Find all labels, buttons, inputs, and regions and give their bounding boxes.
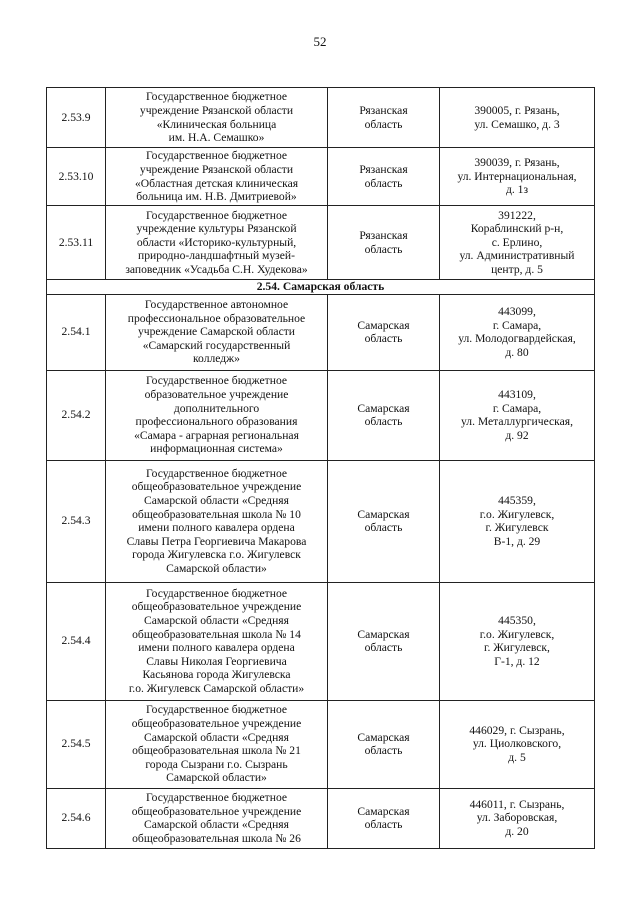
institution-name-line: общеобразовательная школа № 10 — [132, 507, 301, 521]
row-number-cell: 2.54.4 — [47, 582, 106, 700]
address-line: д. 92 — [505, 428, 529, 442]
row-number-cell: 2.54.2 — [47, 370, 106, 460]
address-line: ул. Циолковского, — [472, 737, 562, 751]
region-cell — [328, 206, 440, 280]
region-line: область — [364, 521, 403, 535]
address-line: г. Жигулевск — [485, 521, 549, 535]
address-line: г.о. Жигулевск, — [479, 507, 555, 521]
row-number-cell: 2.54.3 — [47, 460, 106, 582]
institution-name-cell — [106, 294, 328, 370]
row-number-cell: 2.54.1 — [47, 294, 106, 370]
institution-name-line: общеобразовательная школа № 21 — [132, 744, 301, 758]
institution-name-line: города Сызрани г.о. Сызрань — [145, 757, 288, 771]
address-line: д. 5 — [508, 750, 526, 764]
address-line: 391222, — [498, 208, 536, 222]
address-cell — [440, 294, 595, 370]
institution-name-line: Самарской области «Средняя — [144, 818, 289, 832]
address-cell — [440, 206, 595, 280]
region-cell — [328, 788, 440, 848]
institution-name-line: информационная система» — [150, 442, 283, 456]
institution-name-line: города Жигулевска г.о. Жигулевск — [132, 548, 301, 562]
institution-name-cell — [106, 88, 328, 148]
institution-name-line: г.о. Жигулевск Самарской области» — [128, 681, 305, 695]
region-line: Рязанская — [359, 228, 408, 242]
address-line: 446029, г. Сызрань, — [469, 723, 565, 737]
institution-name-line: «Клиническая больница — [156, 117, 277, 131]
region-line: Самарская — [357, 318, 410, 332]
address-line: 443109, — [498, 387, 536, 401]
institution-name-line: Самарской области «Средняя — [144, 493, 289, 507]
address-cell — [440, 370, 595, 460]
row-number-cell: 2.54.5 — [47, 700, 106, 788]
address-line: г. Самара, — [492, 401, 542, 415]
institution-name-line: «Самара - аграрная региональная — [134, 428, 299, 442]
address-line: Кораблинский р-н, — [470, 222, 564, 236]
address-line: ул. Семашко, д. 3 — [474, 117, 560, 131]
institution-name-cell — [106, 700, 328, 788]
region-cell — [328, 460, 440, 582]
institution-name-line: имени полного кавалера ордена — [138, 641, 295, 655]
region-line: Самарская — [357, 804, 410, 818]
institution-name-line: учреждение Рязанской области — [139, 162, 294, 176]
region-cell — [328, 294, 440, 370]
institution-name-cell — [106, 460, 328, 582]
institution-name-line: имени полного кавалера ордена — [138, 521, 295, 535]
table-row — [47, 582, 595, 700]
region-cell — [328, 370, 440, 460]
address-line: ул. Молодогвардейская, — [458, 332, 576, 346]
institution-name-line: природно-ландшафтный музей- — [138, 249, 295, 263]
table-row — [47, 88, 595, 148]
address-line: ул. Интернациональная, — [457, 169, 577, 183]
region-line: область — [364, 744, 403, 758]
region-line: область — [364, 332, 403, 346]
region-line: Самарская — [357, 730, 410, 744]
institution-name-line: Самарской области» — [166, 771, 267, 785]
institution-name-line: общеобразовательное учреждение — [131, 480, 302, 494]
institution-name-line: учреждение культуры Рязанской — [136, 222, 297, 236]
row-number-cell: 2.53.11 — [47, 206, 106, 280]
address-line: 446011, г. Сызрань, — [469, 797, 565, 811]
row-number-cell: 2.53.10 — [47, 148, 106, 206]
region-line: область — [364, 242, 403, 256]
institution-name-line: Государственное бюджетное — [145, 374, 288, 388]
table-body-region-53 — [47, 88, 595, 280]
institution-name-line: образовательное учреждение — [144, 387, 289, 401]
institution-name-line: области «Историко-культурный, — [136, 235, 297, 249]
table-row — [47, 370, 595, 460]
address-cell — [440, 148, 595, 206]
region-line: область — [364, 641, 403, 655]
institution-name-line: Государственное бюджетное — [145, 586, 288, 600]
institution-name-line: Самарской области «Средняя — [144, 730, 289, 744]
table-row — [47, 294, 595, 370]
institution-name-line: Самарской области» — [166, 561, 267, 575]
region-line: область — [364, 818, 403, 832]
registry-table — [46, 87, 595, 849]
institution-name-line: профессиональное образовательное — [127, 311, 306, 325]
region-cell — [328, 700, 440, 788]
institution-name-line: общеобразовательное учреждение — [131, 716, 302, 730]
institution-name-line: Государственное бюджетное — [145, 703, 288, 717]
region-cell — [328, 582, 440, 700]
region-line: Рязанская — [359, 103, 408, 117]
institution-name-line: Государственное бюджетное — [145, 790, 288, 804]
institution-name-line: заповедник «Усадьба С.Н. Худекова» — [125, 262, 308, 276]
region-cell — [328, 148, 440, 206]
section-row-group — [47, 280, 595, 295]
address-cell — [440, 88, 595, 148]
institution-name-line: Государственное бюджетное — [145, 466, 288, 480]
institution-name-line: «Областная детская клиническая — [134, 176, 299, 190]
region-line: область — [364, 117, 403, 131]
region-line: Рязанская — [359, 162, 408, 176]
address-line: д. 1з — [505, 183, 529, 197]
section-header-row — [47, 280, 595, 295]
row-number-cell: 2.53.9 — [47, 88, 106, 148]
row-number-cell: 2.54.6 — [47, 788, 106, 848]
institution-name-line: общеобразовательное учреждение — [131, 600, 302, 614]
institution-name-line: больница им. Н.В. Дмитриевой» — [136, 190, 297, 204]
institution-name-line: общеобразовательное учреждение — [131, 804, 302, 818]
institution-name-line: Самарской области «Средняя — [144, 613, 289, 627]
institution-name-cell — [106, 370, 328, 460]
institution-name-line: профессионального образования — [135, 415, 298, 429]
institution-name-cell — [106, 148, 328, 206]
address-cell — [440, 582, 595, 700]
institution-name-line: Славы Николая Георгиевича — [146, 654, 287, 668]
address-cell — [440, 700, 595, 788]
address-line: г. Жигулевск, — [484, 641, 550, 655]
institution-name-cell — [106, 582, 328, 700]
address-line: г. Самара, — [492, 318, 542, 332]
address-line: В-1, д. 29 — [493, 534, 541, 548]
institution-name-line: им. Н.А. Семашко» — [168, 131, 265, 145]
table-row — [47, 148, 595, 206]
region-line: Самарская — [357, 627, 410, 641]
address-cell — [440, 460, 595, 582]
institution-name-line: учреждение Рязанской области — [139, 103, 294, 117]
address-line: г.о. Жигулевск, — [479, 627, 555, 641]
table-row — [47, 460, 595, 582]
institution-name-line: Касьянова города Жигулевска — [142, 668, 291, 682]
institution-name-line: колледж» — [193, 352, 240, 366]
institution-name-line: учреждение Самарской области — [137, 325, 295, 339]
institution-name-line: Государственное бюджетное — [145, 149, 288, 163]
address-line: д. 80 — [505, 345, 529, 359]
address-line: д. 20 — [505, 824, 529, 838]
institution-name-line: «Самарский государственный — [142, 338, 291, 352]
institution-name-cell — [106, 788, 328, 848]
table-body-region-54 — [47, 294, 595, 848]
address-line: ул. Заборовская, — [476, 811, 558, 825]
address-line: ул. Металлургическая, — [461, 415, 573, 429]
region-line: Самарская — [357, 401, 410, 415]
address-line: 445359, — [498, 493, 536, 507]
institution-name-line: Государственное бюджетное — [145, 208, 288, 222]
address-line: Г-1, д. 12 — [494, 654, 540, 668]
institution-name-line: дополнительного — [173, 401, 260, 415]
table-row — [47, 788, 595, 848]
address-cell — [440, 788, 595, 848]
address-line: с. Ерлино, — [491, 235, 543, 249]
address-line: 445350, — [498, 613, 536, 627]
institution-name-line: Славы Петра Георгиевича Макарова — [126, 534, 307, 548]
institution-name-line: общеобразовательная школа № 26 — [132, 831, 301, 845]
section-title: 2.54. Самарская область — [47, 280, 595, 295]
region-line: Самарская — [357, 507, 410, 521]
address-line: 390005, г. Рязань, — [474, 103, 560, 117]
institution-name-line: общеобразовательная школа № 14 — [132, 627, 301, 641]
address-line: ул. Административный — [459, 249, 575, 263]
page-number: 52 — [313, 34, 327, 49]
region-line: область — [364, 415, 403, 429]
institution-name-line: Государственное автономное — [144, 298, 289, 312]
address-line: 443099, — [498, 304, 536, 318]
table-row — [47, 700, 595, 788]
table-row — [47, 206, 595, 280]
institution-name-cell — [106, 206, 328, 280]
region-line: область — [364, 176, 403, 190]
institution-name-line: Государственное бюджетное — [145, 90, 288, 104]
address-line: центр, д. 5 — [491, 262, 543, 276]
address-line: 390039, г. Рязань, — [474, 156, 560, 170]
region-cell — [328, 88, 440, 148]
